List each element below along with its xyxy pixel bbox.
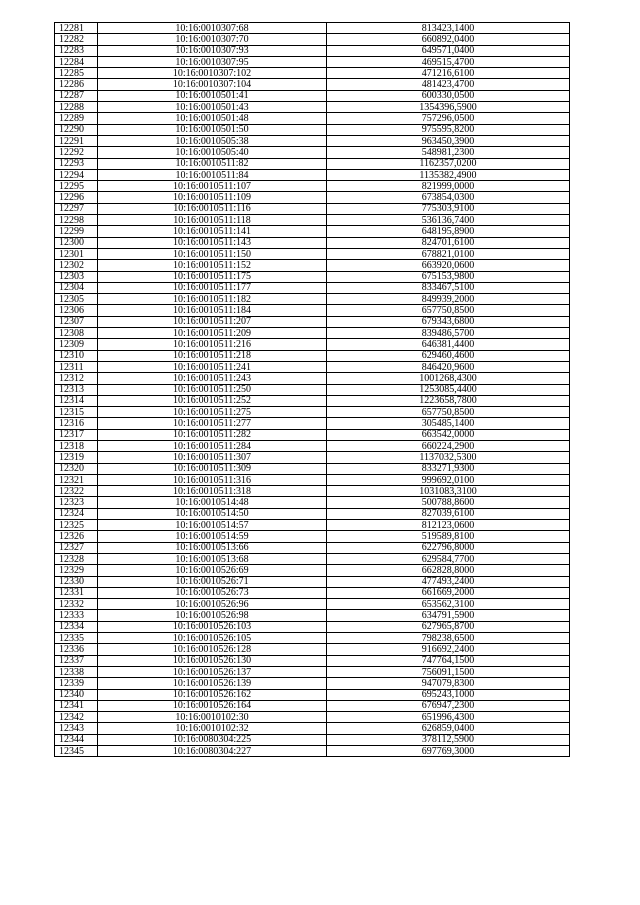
cadastral-number-cell: 10:16:0010511:175 [98,271,327,282]
table-row [55,248,570,259]
value-cell: 648195,8900 [327,226,570,237]
cadastral-number-cell: 10:16:0010501:48 [98,113,327,124]
table-row [55,102,570,113]
value-cell: 673854,0300 [327,192,570,203]
row-number-cell: 12283 [55,45,98,56]
value-cell: 833467,5100 [327,282,570,293]
value-cell: 697769,3000 [327,746,570,757]
cadastral-number-cell: 10:16:0010511:150 [98,248,327,259]
row-number-cell: 12287 [55,90,98,101]
cadastral-number-cell: 10:16:0010513:66 [98,542,327,553]
row-number-cell: 12329 [55,565,98,576]
table-row [55,260,570,271]
table-row [55,124,570,135]
table-row [55,135,570,146]
table-row [55,474,570,485]
table-row [55,350,570,361]
value-cell: 663920,0600 [327,260,570,271]
table-row [55,553,570,564]
value-cell: 471216,6100 [327,68,570,79]
row-number-cell: 12297 [55,203,98,214]
value-cell: 629584,7700 [327,553,570,564]
table-row [55,282,570,293]
cadastral-number-cell: 10:16:0010526:164 [98,700,327,711]
value-cell: 519589,8100 [327,531,570,542]
cadastral-number-cell: 10:16:0010511:118 [98,215,327,226]
table-row [55,147,570,158]
row-number-cell: 12282 [55,34,98,45]
row-number-cell: 12298 [55,215,98,226]
value-cell: 679343,6800 [327,316,570,327]
table-row [55,90,570,101]
table-row [55,678,570,689]
cadastral-number-cell: 10:16:0010511:82 [98,158,327,169]
cadastral-number-cell: 10:16:0010514:50 [98,508,327,519]
cadastral-number-cell: 10:16:0010514:57 [98,520,327,531]
value-cell: 629460,4600 [327,350,570,361]
cadastral-number-cell: 10:16:0010511:243 [98,373,327,384]
row-number-cell: 12285 [55,68,98,79]
table-row [55,700,570,711]
table-row [55,68,570,79]
value-cell: 947079,8300 [327,678,570,689]
row-number-cell: 12319 [55,452,98,463]
value-cell: 999692,0100 [327,474,570,485]
row-number-cell: 12334 [55,621,98,632]
table-row [55,328,570,339]
row-number-cell: 12289 [55,113,98,124]
row-number-cell: 12328 [55,553,98,564]
row-number-cell: 12324 [55,508,98,519]
table-row [55,497,570,508]
table-row [55,610,570,621]
row-number-cell: 12286 [55,79,98,90]
row-number-cell: 12294 [55,169,98,180]
row-number-cell: 12288 [55,102,98,113]
cadastral-number-cell: 10:16:0010511:143 [98,237,327,248]
row-number-cell: 12284 [55,56,98,67]
value-cell: 846420,9600 [327,361,570,372]
value-cell: 916692,2400 [327,644,570,655]
table-row [55,746,570,757]
table-row [55,520,570,531]
data-table [54,22,570,757]
cadastral-number-cell: 10:16:0010526:139 [98,678,327,689]
row-number-cell: 12331 [55,587,98,598]
table-row [55,226,570,237]
cadastral-number-cell: 10:16:0010511:307 [98,452,327,463]
table-row [55,418,570,429]
row-number-cell: 12300 [55,237,98,248]
value-cell: 833271,9300 [327,463,570,474]
table-row [55,339,570,350]
table-row [55,734,570,745]
value-cell: 660224,2900 [327,440,570,451]
row-number-cell: 12330 [55,576,98,587]
row-number-cell: 12338 [55,666,98,677]
cadastral-number-cell: 10:16:0010511:252 [98,395,327,406]
value-cell: 747764,1500 [327,655,570,666]
value-cell: 1223658,7800 [327,395,570,406]
row-number-cell: 12314 [55,395,98,406]
table-row [55,181,570,192]
row-number-cell: 12344 [55,734,98,745]
value-cell: 469515,4700 [327,56,570,67]
value-cell: 813423,1400 [327,23,570,34]
value-cell: 1001268,4300 [327,373,570,384]
row-number-cell: 12295 [55,181,98,192]
cadastral-number-cell: 10:16:0010511:241 [98,361,327,372]
value-cell: 827039,6100 [327,508,570,519]
value-cell: 1031083,3100 [327,486,570,497]
cadastral-number-cell: 10:16:0010511:316 [98,474,327,485]
row-number-cell: 12345 [55,746,98,757]
row-number-cell: 12290 [55,124,98,135]
value-cell: 975595,8200 [327,124,570,135]
table-row [55,305,570,316]
row-number-cell: 12341 [55,700,98,711]
row-number-cell: 12322 [55,486,98,497]
cadastral-number-cell: 10:16:0010526:130 [98,655,327,666]
table-row [55,158,570,169]
row-number-cell: 12332 [55,599,98,610]
row-number-cell: 12340 [55,689,98,700]
cadastral-number-cell: 10:16:0010511:275 [98,407,327,418]
table-row [55,644,570,655]
value-cell: 626859,0400 [327,723,570,734]
table-row [55,169,570,180]
value-cell: 663542,0000 [327,429,570,440]
table-row [55,192,570,203]
row-number-cell: 12292 [55,147,98,158]
table-row [55,203,570,214]
value-cell: 756091,1500 [327,666,570,677]
table-row [55,395,570,406]
table-row [55,294,570,305]
cadastral-number-cell: 10:16:0010514:48 [98,497,327,508]
cadastral-number-cell: 10:16:0010526:162 [98,689,327,700]
table-row [55,463,570,474]
row-number-cell: 12339 [55,678,98,689]
value-cell: 646381,4400 [327,339,570,350]
row-number-cell: 12296 [55,192,98,203]
cadastral-number-cell: 10:16:0010307:68 [98,23,327,34]
value-cell: 1354396,5900 [327,102,570,113]
row-number-cell: 12302 [55,260,98,271]
value-cell: 676947,2300 [327,700,570,711]
table-row [55,621,570,632]
cadastral-number-cell: 10:16:0080304:225 [98,734,327,745]
table-row [55,316,570,327]
table-row [55,271,570,282]
cadastral-number-cell: 10:16:0010514:59 [98,531,327,542]
table-row [55,407,570,418]
value-cell: 661669,2000 [327,587,570,598]
value-cell: 678821,0100 [327,248,570,259]
cadastral-number-cell: 10:16:0010511:277 [98,418,327,429]
row-number-cell: 12335 [55,633,98,644]
row-number-cell: 12310 [55,350,98,361]
value-cell: 775303,9100 [327,203,570,214]
value-cell: 481423,4700 [327,79,570,90]
cadastral-number-cell: 10:16:0010526:69 [98,565,327,576]
table-row [55,79,570,90]
table-row [55,23,570,34]
table-row [55,34,570,45]
table-row [55,576,570,587]
table-row [55,373,570,384]
row-number-cell: 12305 [55,294,98,305]
value-cell: 600330,0500 [327,90,570,101]
row-number-cell: 12318 [55,440,98,451]
cadastral-number-cell: 10:16:0010511:207 [98,316,327,327]
table-row [55,237,570,248]
cadastral-number-cell: 10:16:0010511:141 [98,226,327,237]
value-cell: 651996,4300 [327,712,570,723]
row-number-cell: 12306 [55,305,98,316]
value-cell: 653562,3100 [327,599,570,610]
table-row [55,587,570,598]
row-number-cell: 12337 [55,655,98,666]
value-cell: 1162357,0200 [327,158,570,169]
row-number-cell: 12327 [55,542,98,553]
row-number-cell: 12304 [55,282,98,293]
cadastral-number-cell: 10:16:0010511:116 [98,203,327,214]
table-row [55,712,570,723]
cadastral-number-cell: 10:16:0010511:284 [98,440,327,451]
table-row [55,384,570,395]
cadastral-number-cell: 10:16:0010102:32 [98,723,327,734]
row-number-cell: 12309 [55,339,98,350]
row-number-cell: 12320 [55,463,98,474]
cadastral-number-cell: 10:16:0010501:43 [98,102,327,113]
table-row [55,113,570,124]
row-number-cell: 12316 [55,418,98,429]
row-number-cell: 12301 [55,248,98,259]
cadastral-number-cell: 10:16:0010307:102 [98,68,327,79]
row-number-cell: 12311 [55,361,98,372]
cadastral-number-cell: 10:16:0010511:309 [98,463,327,474]
cadastral-number-cell: 10:16:0010511:216 [98,339,327,350]
value-cell: 839486,5700 [327,328,570,339]
cadastral-number-cell: 10:16:0010526:71 [98,576,327,587]
table-row [55,56,570,67]
row-number-cell: 12342 [55,712,98,723]
value-cell: 500788,8600 [327,497,570,508]
cadastral-number-cell: 10:16:0010511:177 [98,282,327,293]
cadastral-number-cell: 10:16:0010526:73 [98,587,327,598]
table-row [55,599,570,610]
cadastral-number-cell: 10:16:0010505:38 [98,135,327,146]
row-number-cell: 12313 [55,384,98,395]
value-cell: 798238,6500 [327,633,570,644]
table-row [55,531,570,542]
cadastral-number-cell: 10:16:0010511:209 [98,328,327,339]
value-cell: 757296,0500 [327,113,570,124]
table-row [55,542,570,553]
row-number-cell: 12299 [55,226,98,237]
cadastral-number-cell: 10:16:0010102:30 [98,712,327,723]
table-row [55,361,570,372]
cadastral-number-cell: 10:16:0010511:182 [98,294,327,305]
row-number-cell: 12317 [55,429,98,440]
cadastral-number-cell: 10:16:0010501:41 [98,90,327,101]
table-row [55,429,570,440]
row-number-cell: 12307 [55,316,98,327]
value-cell: 695243,1000 [327,689,570,700]
table-row [55,440,570,451]
cadastral-number-cell: 10:16:0010526:137 [98,666,327,677]
row-number-cell: 12325 [55,520,98,531]
row-number-cell: 12315 [55,407,98,418]
table-row [55,689,570,700]
value-cell: 1253085,4400 [327,384,570,395]
cadastral-number-cell: 10:16:0010307:95 [98,56,327,67]
value-cell: 963450,3900 [327,135,570,146]
table-row [55,723,570,734]
value-cell: 824701,6100 [327,237,570,248]
value-cell: 1135382,4900 [327,169,570,180]
value-cell: 477493,2400 [327,576,570,587]
cadastral-number-cell: 10:16:0010526:103 [98,621,327,632]
cadastral-number-cell: 10:16:0010511:250 [98,384,327,395]
value-cell: 548981,2300 [327,147,570,158]
table-row [55,486,570,497]
row-number-cell: 12336 [55,644,98,655]
row-number-cell: 12343 [55,723,98,734]
row-number-cell: 12312 [55,373,98,384]
value-cell: 849939,2000 [327,294,570,305]
value-cell: 622796,8000 [327,542,570,553]
cadastral-number-cell: 10:16:0010501:50 [98,124,327,135]
table-row [55,666,570,677]
value-cell: 662828,8000 [327,565,570,576]
value-cell: 627965,8700 [327,621,570,632]
cadastral-number-cell: 10:16:0010307:93 [98,45,327,56]
table-row [55,452,570,463]
value-cell: 657750,8500 [327,407,570,418]
value-cell: 378112,5900 [327,734,570,745]
cadastral-number-cell: 10:16:0010511:282 [98,429,327,440]
value-cell: 660892,0400 [327,34,570,45]
row-number-cell: 12291 [55,135,98,146]
row-number-cell: 12333 [55,610,98,621]
cadastral-number-cell: 10:16:0010307:104 [98,79,327,90]
value-cell: 675153,9800 [327,271,570,282]
value-cell: 634791,5900 [327,610,570,621]
cadastral-number-cell: 10:16:0010511:184 [98,305,327,316]
row-number-cell: 12303 [55,271,98,282]
cadastral-number-cell: 10:16:0010526:128 [98,644,327,655]
table-row [55,215,570,226]
table-row [55,633,570,644]
value-cell: 649571,0400 [327,45,570,56]
value-cell: 1137032,5300 [327,452,570,463]
cadastral-number-cell: 10:16:0010526:96 [98,599,327,610]
cadastral-number-cell: 10:16:0010511:107 [98,181,327,192]
cadastral-number-cell: 10:16:0010505:40 [98,147,327,158]
table-row [55,565,570,576]
value-cell: 657750,8500 [327,305,570,316]
cadastral-number-cell: 10:16:0010511:218 [98,350,327,361]
cadastral-number-cell: 10:16:0010511:84 [98,169,327,180]
row-number-cell: 12281 [55,23,98,34]
cadastral-number-cell: 10:16:0010526:105 [98,633,327,644]
row-number-cell: 12326 [55,531,98,542]
table-body [55,23,570,757]
value-cell: 821999,0000 [327,181,570,192]
table-row [55,655,570,666]
table-row [55,508,570,519]
value-cell: 305485,1400 [327,418,570,429]
value-cell: 536136,7400 [327,215,570,226]
cadastral-number-cell: 10:16:0010513:68 [98,553,327,564]
table-row [55,45,570,56]
row-number-cell: 12321 [55,474,98,485]
cadastral-number-cell: 10:16:0010511:109 [98,192,327,203]
cadastral-number-cell: 10:16:0010307:70 [98,34,327,45]
cadastral-number-cell: 10:16:0010526:98 [98,610,327,621]
value-cell: 812123,0600 [327,520,570,531]
row-number-cell: 12308 [55,328,98,339]
cadastral-number-cell: 10:16:0010511:318 [98,486,327,497]
row-number-cell: 12293 [55,158,98,169]
cadastral-number-cell: 10:16:0080304:227 [98,746,327,757]
cadastral-number-cell: 10:16:0010511:152 [98,260,327,271]
row-number-cell: 12323 [55,497,98,508]
